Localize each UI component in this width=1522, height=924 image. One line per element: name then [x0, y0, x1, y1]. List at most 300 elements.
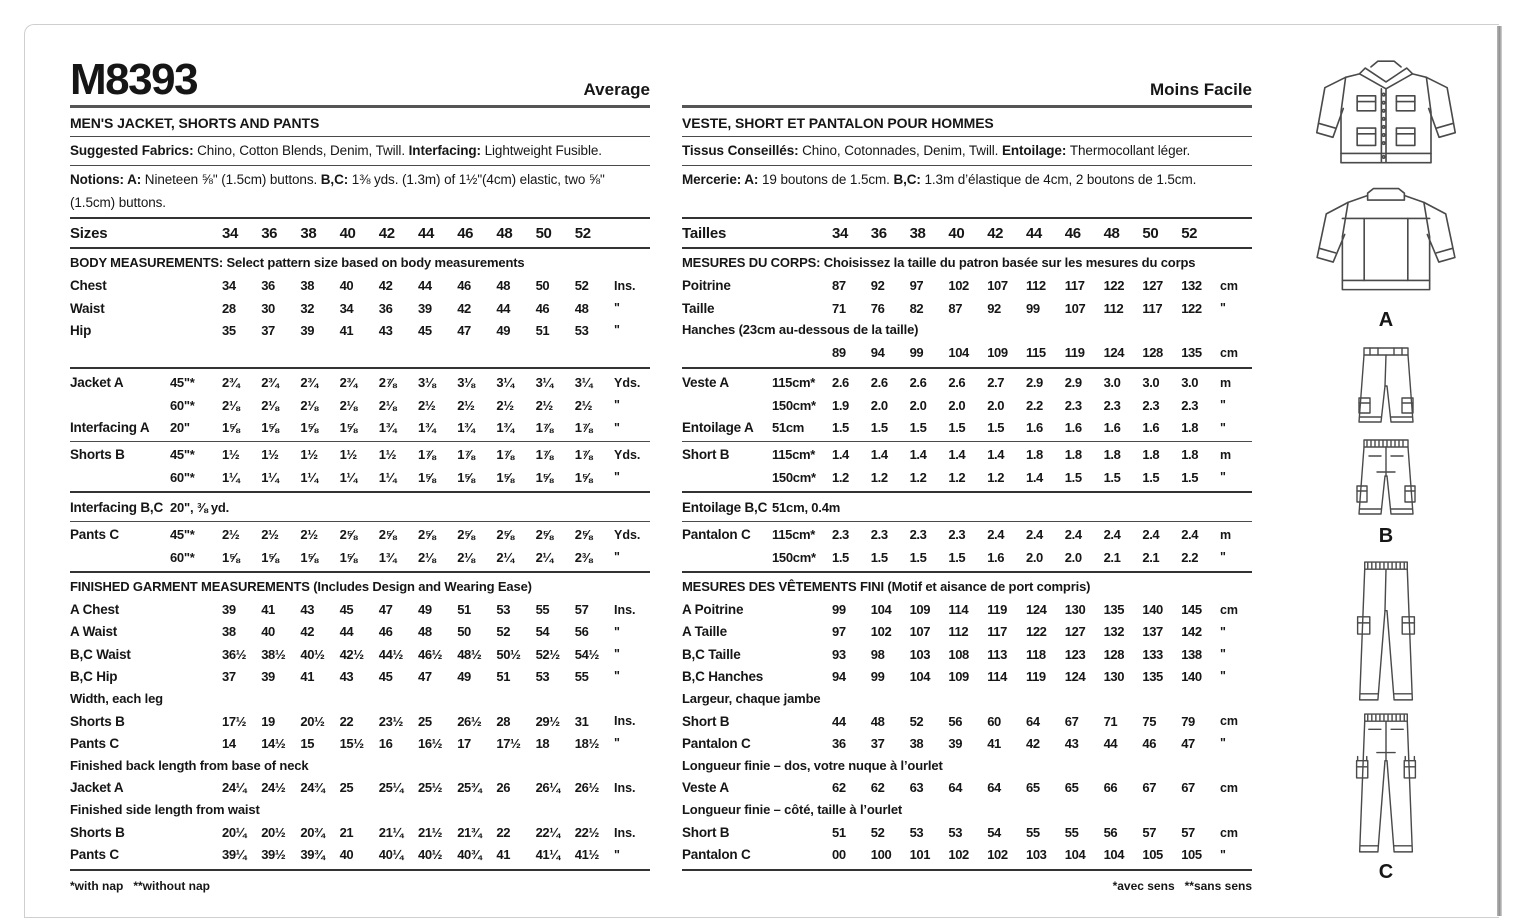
row-label: A Poitrine — [682, 602, 744, 618]
shorts-back-drawing — [1330, 432, 1442, 524]
value-cell: 47 — [457, 322, 471, 338]
value-cell: 93 — [832, 646, 846, 662]
size-header-row — [682, 222, 1252, 244]
value-cell: 2⅝ — [496, 527, 514, 543]
value-cell: 57 — [574, 602, 589, 618]
value-cell: 36 — [832, 735, 846, 751]
value-cell: 105 — [1181, 847, 1202, 863]
value-cell: 1¾ — [418, 420, 436, 436]
table-row — [682, 777, 1252, 799]
value-cell: 145 — [1181, 602, 1202, 618]
table-row — [70, 372, 650, 394]
value-cell: 63 — [909, 780, 924, 796]
value-cell: 1.5 — [987, 420, 1005, 436]
value-cell: 1⅝ — [261, 420, 279, 436]
value-cell: 31 — [574, 713, 589, 729]
value-cell: 1⅝ — [418, 469, 436, 485]
row-label: Jacket A — [70, 375, 124, 391]
divider — [70, 441, 650, 442]
table-row — [682, 546, 1252, 568]
unit-cell: " — [1219, 736, 1226, 751]
value-cell: 140 — [1181, 668, 1202, 684]
value-cell: 47 — [378, 602, 393, 618]
value-cell: 107 — [909, 624, 931, 640]
value-cell: 1.5 — [870, 549, 888, 565]
value-cell: 21½ — [418, 825, 443, 841]
section-heading: MESURES DU CORPS: Choisissez la taille du patron basée sur les mesures du corps — [682, 255, 1196, 271]
row-label: Pantalon C — [682, 847, 751, 863]
value-cell: 42 — [457, 300, 471, 316]
value-cell: 100 — [870, 847, 892, 863]
unit-cell: " — [614, 550, 620, 564]
value-cell: 36 — [870, 224, 887, 242]
value-cell: 1¼ — [222, 469, 240, 485]
jacket-front-drawing — [1311, 56, 1461, 184]
unit-cell: " — [614, 624, 620, 639]
figure-label-c: C — [1378, 861, 1394, 883]
value-cell: 114 — [987, 668, 1007, 684]
text-segment: B,C: — [320, 172, 352, 187]
table-row — [682, 665, 1252, 687]
value-cell: 62 — [832, 780, 846, 796]
unit-cell: m — [1219, 527, 1232, 542]
text-segment: Interfacing: — [408, 143, 485, 158]
table-row — [70, 621, 650, 643]
value-cell: 39 — [948, 735, 963, 751]
fabric-width-cell: 150cm* — [772, 469, 816, 485]
value-cell: 1½ — [339, 447, 357, 463]
value-cell: 48 — [870, 713, 885, 729]
value-cell: 1.4 — [987, 447, 1005, 463]
value-cell: 19 — [261, 713, 275, 729]
value-cell: 46½ — [418, 646, 443, 662]
value-cell: 38 — [222, 624, 236, 640]
value-cell: 56 — [1103, 825, 1118, 841]
unit-cell: m — [1219, 447, 1232, 462]
section-heading: Longueur finie – côté, taille à l’ourlet — [682, 802, 903, 818]
value-cell: 1.5 — [832, 420, 849, 436]
table-row — [682, 372, 1252, 394]
divider — [70, 571, 650, 573]
value-cell: 94 — [832, 668, 846, 684]
table-row — [682, 297, 1252, 319]
value-cell: 60 — [987, 713, 1001, 729]
value-cell: 56 — [574, 624, 589, 640]
value-cell: 112 — [1025, 278, 1046, 294]
value-cell: 46 — [535, 300, 550, 316]
table-row — [682, 710, 1252, 732]
value-cell: 21 — [339, 825, 354, 841]
value-cell: 65 — [1025, 780, 1040, 796]
value-cell: 2.3 — [948, 527, 966, 543]
value-cell: 22¼ — [535, 825, 560, 841]
value-cell: 92 — [870, 278, 885, 294]
value-cell: 1½ — [300, 447, 318, 463]
value-cell: 17 — [457, 735, 471, 751]
row-label: Shorts B — [70, 825, 125, 841]
table-row — [70, 710, 650, 732]
value-cell: 40 — [261, 624, 275, 640]
value-cell: 1.5 — [909, 420, 927, 436]
fabric-width-cell: 115cm* — [772, 527, 816, 543]
row-label: Poitrine — [682, 278, 731, 294]
value-cell: 30 — [261, 300, 275, 316]
value-cell: 40 — [339, 224, 356, 242]
value-cell: 1.8 — [1181, 420, 1199, 436]
value-cell: 2⅛ — [300, 397, 318, 413]
value-cell: 47 — [1181, 735, 1195, 751]
fabric-width-cell: 45"* — [170, 375, 195, 391]
suggested-fabrics-fr — [682, 139, 1252, 163]
value-cell: 92 — [987, 300, 1001, 316]
divider — [70, 247, 650, 249]
value-cell: 43 — [339, 668, 354, 684]
value-cell: 2.0 — [1064, 549, 1082, 565]
value-cell: 39¾ — [300, 847, 325, 863]
value-cell: 1⅝ — [339, 549, 357, 565]
fabric-width-cell: 150cm* — [772, 397, 816, 413]
unit-cell: cm — [1219, 345, 1239, 360]
masthead-divider-fr — [682, 105, 1252, 108]
section-heading: Width, each leg — [70, 690, 163, 706]
value-cell: 20¾ — [300, 825, 325, 841]
french-column — [682, 56, 1252, 893]
table-row — [682, 732, 1252, 754]
value-cell: 1.4 — [832, 447, 849, 463]
unit-cell: " — [1219, 669, 1226, 684]
value-cell: 2.6 — [909, 375, 927, 391]
value-cell: 1¾ — [378, 420, 397, 436]
value-cell: 2.2 — [1181, 549, 1199, 565]
value-cell: 82 — [909, 300, 924, 316]
value-cell: 25¾ — [457, 780, 482, 796]
value-cell: 17½ — [496, 735, 521, 751]
value-cell: 40 — [339, 278, 354, 294]
table-row — [682, 466, 1252, 488]
row-label: Pants C — [70, 847, 119, 863]
value-cell: 44 — [1103, 735, 1118, 751]
value-cell: 42 — [378, 224, 395, 242]
value-cell: 102 — [870, 624, 892, 640]
value-cell: 107 — [987, 278, 1008, 294]
garment-title-fr: VESTE, SHORT ET PANTALON POUR HOMMES — [682, 115, 994, 131]
value-cell: 15½ — [339, 735, 364, 751]
value-cell: 102 — [948, 847, 969, 863]
value-cell: 2.0 — [909, 397, 927, 413]
value-cell: 41¼ — [535, 847, 560, 863]
value-cell: 1⅝ — [496, 469, 514, 485]
unit-cell: Ins. — [614, 278, 636, 293]
value-cell: 2¼ — [535, 549, 553, 565]
value-cell: 1.8 — [1025, 447, 1043, 463]
value-cell: 42 — [300, 624, 315, 640]
table-row — [682, 444, 1252, 466]
value-cell: 2¾ — [300, 375, 318, 391]
value-cell: 39 — [418, 300, 432, 316]
value-cell: 3⅛ — [418, 375, 436, 391]
value-cell: 89 — [832, 345, 846, 361]
value-cell: 24¼ — [222, 780, 247, 796]
fabric-width-cell: 115cm* — [772, 375, 816, 391]
unit-cell: " — [1219, 398, 1226, 413]
value-cell: 1.4 — [909, 447, 927, 463]
divider — [70, 521, 650, 522]
value-cell: 2⅛ — [418, 549, 436, 565]
value-cell: 2½ — [574, 397, 593, 413]
value-cell: 79 — [1181, 713, 1195, 729]
value-cell: 2½ — [300, 527, 318, 543]
value-cell: 2⅜ — [574, 549, 593, 565]
value-cell: 1.2 — [987, 469, 1005, 485]
unit-cell: m — [1219, 375, 1232, 390]
unit-cell: Yds. — [614, 447, 641, 462]
text-segment: Suggested Fabrics: — [70, 143, 198, 158]
divider — [70, 136, 650, 137]
value-cell: 25 — [418, 713, 432, 729]
value-cell: 1⅝ — [574, 469, 593, 485]
jacket-back-drawing — [1311, 184, 1461, 308]
value-cell: 1¼ — [261, 469, 279, 485]
row-label: B,C Waist — [70, 646, 131, 662]
unit-cell: cm — [1219, 714, 1239, 729]
value-cell: 104 — [870, 602, 892, 618]
value-cell: 1.8 — [1142, 447, 1160, 463]
value-cell: 2.9 — [1064, 375, 1082, 391]
value-cell: 54 — [987, 825, 1001, 841]
value-cell: 2½ — [261, 527, 279, 543]
value-cell: 57 — [1142, 825, 1157, 841]
value-cell: 2.2 — [1025, 397, 1043, 413]
value-cell: 127 — [1142, 278, 1163, 294]
table-row — [682, 275, 1252, 297]
value-cell: 37 — [870, 735, 885, 751]
value-cell: 132 — [1103, 624, 1125, 640]
value-cell: 23½ — [378, 713, 403, 729]
value-cell: 36½ — [222, 646, 247, 662]
value-cell: 38 — [909, 224, 926, 242]
value-cell: 1.2 — [870, 469, 888, 485]
row-label: A Taille — [682, 624, 727, 640]
value-cell: 52 — [909, 713, 924, 729]
value-cell: 43 — [378, 322, 393, 338]
value-cell: 1⅝ — [457, 469, 475, 485]
value-cell: 1⅞ — [574, 447, 593, 463]
row-label: Short B — [682, 713, 730, 729]
table-row — [70, 546, 650, 568]
value-cell: 38½ — [261, 646, 286, 662]
row-label: Interfacing B,C — [70, 499, 164, 515]
row-label: Hip — [70, 322, 92, 338]
value-cell: 1⅞ — [535, 447, 553, 463]
footnote: *avec sens **sans sens — [1112, 879, 1252, 894]
unit-cell: " — [614, 847, 620, 862]
value-cell: 1.6 — [1025, 420, 1043, 436]
value-cell: 1⅞ — [535, 420, 553, 436]
unit-cell: " — [614, 647, 620, 662]
table-note-row — [682, 496, 1252, 518]
value-cell: 14½ — [261, 735, 286, 751]
value-cell: 36 — [378, 300, 393, 316]
section-heading: BODY MEASUREMENTS: Select pattern size based on body measurements — [70, 255, 525, 271]
value-cell: 18½ — [574, 735, 599, 751]
fabric-width-cell: 115cm* — [772, 447, 816, 463]
value-cell: 46 — [457, 224, 474, 242]
value-cell: 44 — [832, 713, 846, 729]
value-cell: 2⅝ — [457, 527, 475, 543]
value-cell: 41 — [339, 322, 354, 338]
masthead-en — [70, 54, 650, 104]
value-cell: 2½ — [535, 397, 553, 413]
size-header-row — [70, 222, 650, 244]
value-cell: 44½ — [378, 646, 403, 662]
value-cell: 32 — [300, 300, 315, 316]
value-cell: 62 — [870, 780, 885, 796]
value-cell: 42 — [987, 224, 1004, 242]
divider — [682, 136, 1252, 137]
value-cell: 87 — [948, 300, 963, 316]
value-cell: 2.3 — [1064, 397, 1082, 413]
unit-cell: " — [614, 301, 620, 316]
value-cell: 109 — [948, 668, 969, 684]
value-cell: 112 — [1103, 300, 1124, 316]
value-cell: 41 — [987, 735, 1001, 751]
value-cell: 2⅛ — [457, 549, 475, 565]
table-row — [70, 844, 650, 866]
value-cell: 122 — [1103, 278, 1125, 294]
value-cell: 45 — [378, 668, 393, 684]
value-cell: 39 — [300, 322, 315, 338]
divider — [70, 217, 650, 219]
value-cell: 67 — [1064, 713, 1079, 729]
value-cell: 117 — [987, 624, 1007, 640]
value-cell: 50 — [457, 624, 471, 640]
text-segment: Entoilage: — [1001, 143, 1070, 158]
value-cell: 2⅝ — [418, 527, 436, 543]
row-label: Waist — [70, 300, 105, 316]
pattern-number: M8393 — [70, 54, 198, 104]
difficulty-label-en: Average — [583, 80, 650, 99]
table-row — [70, 665, 650, 687]
value-cell: 26¼ — [535, 780, 560, 796]
row-label: Jacket A — [70, 780, 124, 796]
value-cell: 34 — [222, 278, 236, 294]
value-cell: 44 — [418, 224, 434, 242]
value-cell: 1.5 — [1142, 469, 1160, 485]
unit-cell: " — [1219, 420, 1226, 435]
unit-cell: " — [614, 323, 620, 338]
value-cell: 46 — [1142, 735, 1157, 751]
value-cell: 1.9 — [832, 397, 849, 413]
unit-cell: Ins. — [614, 825, 636, 840]
value-cell: 1.4 — [870, 447, 888, 463]
row-label: Shorts B — [70, 447, 125, 463]
value-cell: 2½ — [496, 397, 514, 413]
value-cell: 94 — [870, 345, 885, 361]
table-row — [682, 643, 1252, 665]
value-cell: 97 — [909, 278, 924, 294]
value-cell: 48 — [496, 278, 511, 294]
row-label: Pantalon C — [682, 527, 751, 543]
value-cell: 14 — [222, 735, 236, 751]
table-row — [70, 444, 650, 466]
divider — [70, 491, 650, 493]
unit-cell: Ins. — [614, 602, 636, 617]
value-cell: 22 — [339, 713, 354, 729]
value-cell: 66 — [1103, 780, 1118, 796]
value-cell: 1.8 — [1064, 447, 1082, 463]
value-cell: 48 — [496, 224, 513, 242]
value-cell: 1.2 — [909, 469, 927, 485]
figure-label-a: A — [1378, 309, 1394, 331]
value-cell: 41½ — [574, 847, 599, 863]
value-cell: 48 — [574, 300, 589, 316]
unit-cell: cm — [1219, 602, 1239, 617]
table-row — [682, 598, 1252, 620]
value-cell: 1½ — [222, 447, 240, 463]
unit-cell: " — [1219, 550, 1226, 564]
table-row — [682, 844, 1252, 866]
value-cell: 2.3 — [1142, 397, 1160, 413]
value-cell: 46 — [457, 278, 471, 294]
value-cell: 1.6 — [987, 549, 1005, 565]
unit-cell: Yds. — [614, 527, 641, 542]
value-cell: 28 — [496, 713, 511, 729]
value-cell: 43 — [1064, 735, 1079, 751]
value-cell: 25 — [339, 780, 354, 796]
table-row — [682, 621, 1252, 643]
value-cell: 1⅝ — [300, 420, 318, 436]
value-cell: 105 — [1142, 847, 1163, 863]
value-cell: 00 — [832, 847, 846, 863]
value-cell: 99 — [870, 668, 885, 684]
unit-cell: " — [614, 420, 620, 435]
unit-cell: " — [1219, 847, 1226, 862]
table-row — [70, 777, 650, 799]
value-cell: 53 — [948, 825, 963, 841]
divider — [682, 247, 1252, 249]
value-cell: 124 — [1025, 602, 1047, 618]
value-cell: 2⅝ — [378, 527, 397, 543]
shorts-front-drawing — [1330, 340, 1442, 432]
value-cell: 2¾ — [222, 375, 240, 391]
value-cell: 54 — [535, 624, 550, 640]
value-cell: 1.5 — [948, 549, 966, 565]
value-cell: 48 — [1103, 224, 1120, 242]
table-row — [682, 341, 1252, 363]
value-cell: 16½ — [418, 735, 443, 751]
divider — [682, 441, 1252, 442]
value-cell: 1⅞ — [574, 420, 593, 436]
value-cell: 135 — [1181, 345, 1202, 361]
value-cell: 2.0 — [1025, 549, 1043, 565]
value-cell: 34 — [222, 224, 238, 242]
figure-label-b: B — [1378, 525, 1394, 547]
table-row — [70, 297, 650, 319]
fabric-width-cell: 45"* — [170, 527, 195, 543]
value-cell: 1.5 — [870, 420, 888, 436]
row-label: Taille — [682, 300, 715, 316]
value-cell: 3¼ — [496, 375, 514, 391]
row-label: Veste A — [682, 375, 729, 391]
value-cell: 98 — [870, 646, 885, 662]
row-label: Pants C — [70, 735, 119, 751]
value-cell: 39 — [261, 668, 275, 684]
value-cell: 20½ — [300, 713, 325, 729]
value-cell: 104 — [1103, 847, 1125, 863]
value-cell: 2½ — [457, 397, 475, 413]
value-cell: 119 — [1025, 668, 1046, 684]
row-label: A Waist — [70, 624, 118, 640]
